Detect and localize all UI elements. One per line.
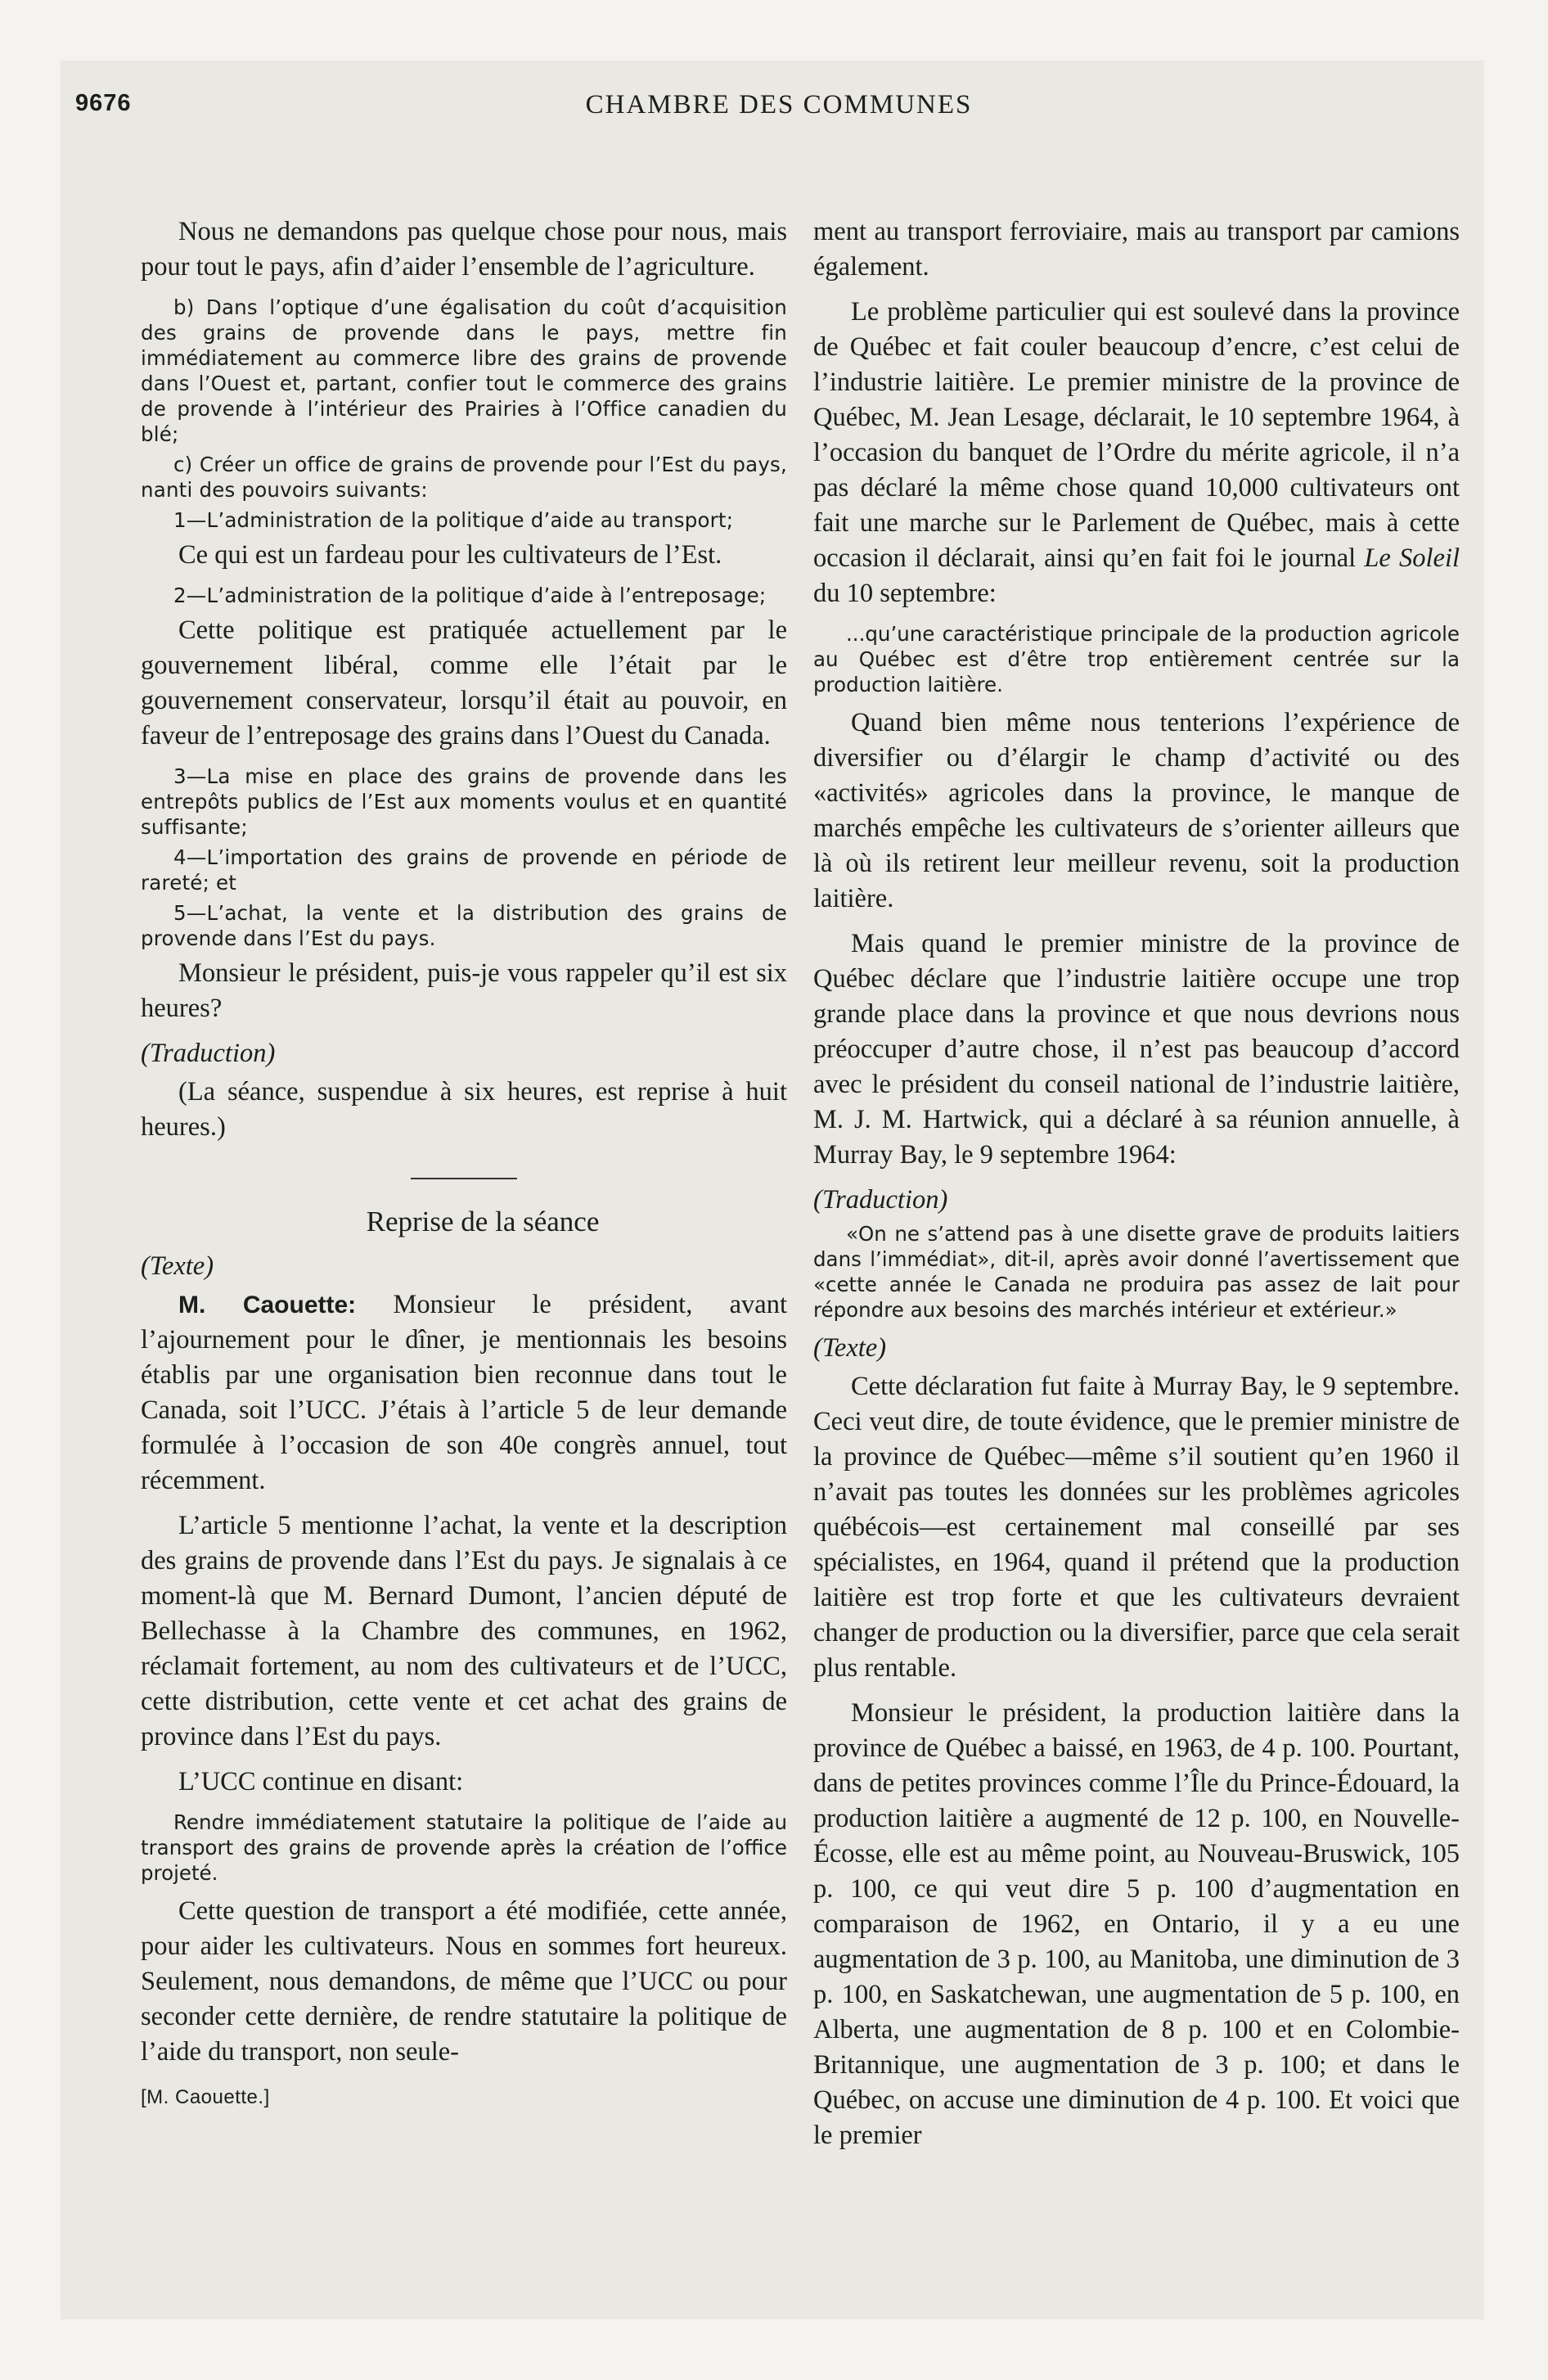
speaker-attribution: [M. Caouette.] — [141, 2086, 270, 2108]
section-heading: Reprise de la séance — [366, 1206, 600, 1237]
paragraph: Mais quand le premier ministre de la province de Québec déclare que l’industrie laitière occupe une trop grande place dans la province et que nous devrions nous préoccuper d’autre chose, il n’est pas beaucoup d’accord avec le président du conseil national de l’industrie laitière, M. J. M. Hartwick, qui a déclaré à sa réunion annuelle, à Murray Bay, le 9 septembre 1964: — [813, 929, 1460, 1170]
paragraph: L’UCC continue en disant: — [178, 1767, 464, 1796]
page-number: 9676 — [75, 90, 132, 116]
paragraph-text: Le problème particulier qui est soulevé dans la province de Québec et fait couler beaucoup d’encre, c’est celui de l’industrie laitière. Le premier ministre de la province de Québec, M. Jean Lesage, déclarait, le 10 septembre 1964, à l’occasion du banquet de l’Ordre du mérite agricole, il n’a pas déclaré la même chose quand 10,000 cultivateurs ont fait une marche sur le Parlement de Québec, mais à cette occasion il déclarait, ainsi qu’en fait foi le journal — [813, 297, 1460, 573]
quoted-item: «On ne s’attend pas à une disette grave de produits laitiers dans l’immédiat», dit-il, après avoir donné l’avertissement que «cette année le Canada ne produira pas assez de lait pour répondre aux besoins des marchés intérieur et extérieur.» — [813, 1222, 1460, 1322]
quoted-item: b) Dans l’optique d’une égalisation du coût d’acquisition des grains de provende dans le pays, mettre fin immédiatement au commerce libre des grains de provende dans l’Ouest et, partant, confier tout le commerce des grains de provende à l’intérieur des Prairies à l’Office canadien du blé; — [141, 295, 787, 446]
quoted-item: ...qu’une caractéristique principale de la production agricole au Québec est d’être trop entièrement centrée sur la production laitière. — [813, 622, 1460, 696]
quoted-item: Rendre immédiatement statutaire la politique de l’aide au transport des grains de provende après la création de l’office projeté. — [141, 1810, 787, 1885]
quoted-item: 3—La mise en place des grains de provende dans les entrepôts publics de l’Est aux moments voulus et en quantité suffisante; — [141, 764, 787, 839]
paragraph — [813, 295, 1460, 611]
paragraph: Monsieur le président, puis-je vous rappeler qu’il est six heures? — [141, 958, 787, 1023]
text-tag: (Texte) — [141, 1251, 214, 1281]
paragraph: Monsieur le président, la production laitière dans la province de Québec a baissé, en 1963, de 4 p. 100. Pourtant, dans de petites provinces comme l’Île du Prince-Édouard, la production laitière a augmenté de 12 p. 100, en Nouvelle-Écosse, elle est au même point, au Nouveau-Bruswick, 105 p. 100, ce qui veut dire 5 p. 100 d’augmentation en comparaison de 1962, en Ontario, il y a eu une augmentation de 3 p. 100, au Manitoba, une diminution de 3 p. 100, en Saskatchewan, une augmentation de 5 p. 100, en Alberta, une augmentation de 8 p. 100 et en Colombie-Britannique, une augmentation de 3 p. 100; et dans le Québec, on accuse une diminution de 4 p. 100. Et voici que le premier — [813, 1698, 1460, 2150]
paragraph-text-end: du 10 septembre: — [813, 579, 997, 608]
paragraph: Cette question de transport a été modifiée, cette année, pour aider les cultivateurs. Nous en sommes fort heureux. Seulement, nous demandons, de même que l’UCC ou pour seconder cette dernière, de rendre statutaire la politique de l’aide du transport, non seule- — [141, 1896, 787, 2067]
translation-tag: (Traduction) — [141, 1039, 276, 1068]
speaker-paragraph — [141, 1287, 787, 1499]
paragraph: Cette déclaration fut faite à Murray Bay, le 9 septembre. Ceci veut dire, de toute évidence, que le premier ministre de la province de Québec—même s’il soutient qu’en 1960 il n’avait pas toutes les données sur les problèmes agricoles québécois—est certainement mal conseillé par ses spécialistes, en 1964, quand il prétend que la production laitière est trop forte et que les cultivateurs devraient changer de production ou la diversifier, parce que cela serait plus rentable. — [813, 1372, 1460, 1683]
page-header — [75, 90, 1483, 139]
paragraph: ment au transport ferroviaire, mais au transport par camions également. — [813, 217, 1460, 282]
text-tag: (Texte) — [813, 1333, 887, 1363]
paragraph: Cette politique est pratiquée actuellement par le gouvernement libéral, comme elle l’était par le gouvernement conservateur, lorsqu’il était au pouvoir, en faveur de l’entreposage des grains dans l’Ouest du Canada. — [141, 615, 787, 751]
speaker-name: M. Caouette: — [178, 1291, 357, 1318]
speech-text: Monsieur le président, avant l’ajournement pour le dîner, je mentionnais les besoins établis par une organisation bien reconnue dans tout le Canada, soit l’UCC. J’étais à l’article 5 de leur demande formulée à l’occasion de son 40e congrès annuel, tout récemment. — [141, 1290, 788, 1495]
paragraph: L’article 5 mentionne l’achat, la vente et la description des grains de provende dans l’Est du pays. Je signalais à ce moment-là que M. Bernard Dumont, l’ancien député de Bellechasse à la Chambre des communes, en 1962, réclamait fortement, au nom des cultivateurs et de l’UCC, cette distribution, cette vente et cet achat des grains de province dans l’Est du pays. — [141, 1511, 787, 1751]
paragraph: (La séance, suspendue à six heures, est reprise à huit heures.) — [141, 1077, 787, 1142]
quoted-item: 2—L’administration de la politique d’aide à l’entreposage; — [173, 584, 767, 607]
running-title: CHAMBRE DES COMMUNES — [585, 90, 973, 119]
quoted-item: 1—L’administration de la politique d’aide au transport; — [173, 508, 734, 532]
left-column — [141, 214, 787, 2125]
paragraph: Quand bien même nous tenterions l’expérience de diversifier ou d’élargir le champ d’activité ou des «activités» agricoles dans la province, le manque de marchés empêche les cultivateurs de s’orienter ailleurs que là où ils retirent leur meilleur revenu, soit la production laitière. — [813, 708, 1460, 913]
paragraph: Ce qui est un fardeau pour les cultivateurs de l’Est. — [178, 540, 722, 570]
section-divider — [411, 1178, 517, 1179]
paragraph: Nous ne demandons pas quelque chose pour nous, mais pour tout le pays, afin d’aider l’ensemble de l’agriculture. — [141, 217, 787, 282]
quoted-item: 4—L’importation des grains de provende en période de rareté; et — [141, 845, 787, 895]
quoted-item: 5—L’achat, la vente et la distribution des grains de provende dans l’Est du pays. — [141, 901, 787, 950]
translation-tag: (Traduction) — [813, 1185, 948, 1215]
quoted-item: c) Créer un office de grains de provende pour l’Est du pays, nanti des pouvoirs suivants: — [141, 453, 787, 502]
right-column — [813, 214, 1460, 2163]
newspaper-name: Le Soleil — [1364, 543, 1460, 573]
